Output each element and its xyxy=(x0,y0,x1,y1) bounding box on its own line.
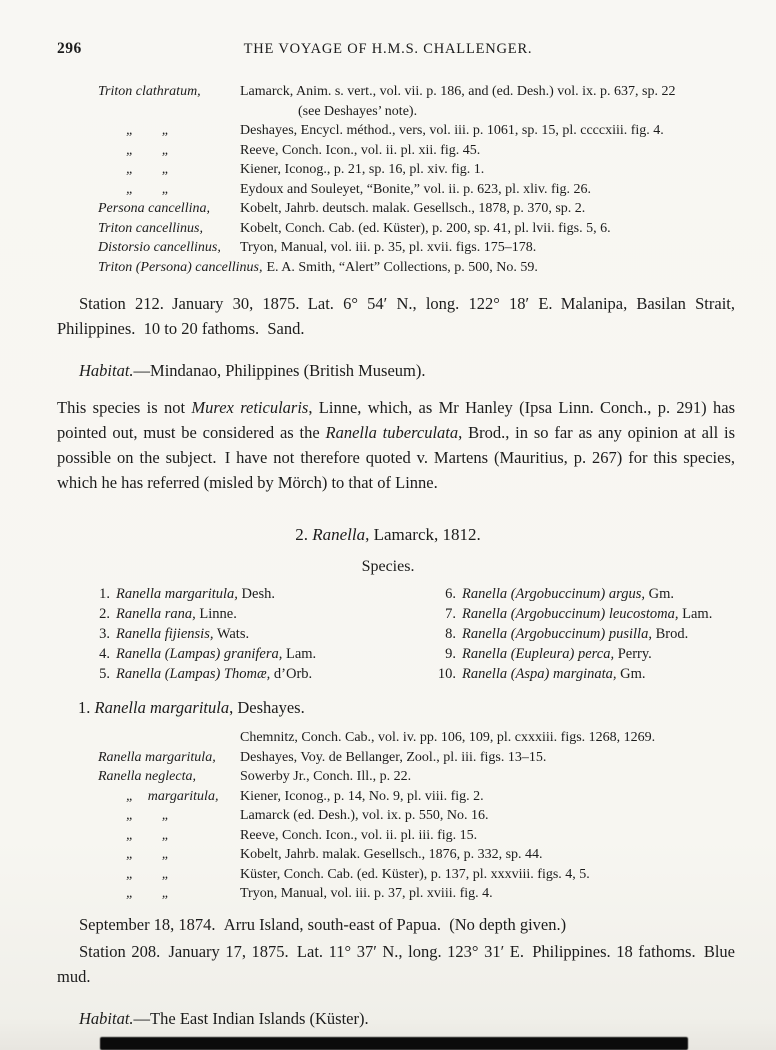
synonymy-entry xyxy=(98,806,735,826)
synonymy-entry xyxy=(98,238,735,258)
species-author: Linne. xyxy=(195,606,237,622)
text-segment: , Brod., in so far as any opinion at all is possible on the subject. I have not therefore quoted v. Martens (Mauritius, p. 267) for this species, which he has referred (misled by Mörch) to that of Linne. xyxy=(57,423,735,492)
species-column-left xyxy=(86,584,432,684)
citation: Sowerby Jr., Conch. Ill., p. 22. xyxy=(240,769,412,784)
citation: Lamarck, Anim. s. vert., vol. vii. p. 186, and (ed. Desh.) vol. ix. p. 637, sp. 22 xyxy=(240,84,676,99)
species-name: Triton cancellinus, xyxy=(98,220,203,236)
text-segment: —Mindanao, Philippines (British Museum). xyxy=(133,361,426,380)
text-segment: 1. xyxy=(78,698,95,717)
page-header xyxy=(0,40,776,62)
species-name: Ranella fijiensis, xyxy=(116,626,214,642)
species-list-item xyxy=(86,624,432,644)
species-subheading: Species. xyxy=(361,558,415,575)
species-number: 7. xyxy=(445,606,456,622)
species-name: Ranella (Lampas) granifera, xyxy=(116,646,283,662)
ditto-marks: „ „ xyxy=(126,123,170,138)
species-column-right xyxy=(432,584,712,684)
species-name: Ranella (Lampas) Thomæ, xyxy=(116,666,271,682)
species-list-item xyxy=(432,624,712,644)
species-number: 6. xyxy=(445,586,456,602)
synonymy-entry xyxy=(98,121,735,141)
discussion-paragraph xyxy=(57,395,735,495)
species-list-item xyxy=(86,604,432,624)
synonymy-entry xyxy=(98,845,735,865)
text-segment: —The East Indian Islands (Küster). xyxy=(133,1008,369,1028)
citation: Kiener, Iconog., p. 21, sp. 16, pl. xiv. fig. 1. xyxy=(240,162,485,177)
species-number: 3. xyxy=(99,626,110,642)
ditto-marks: „ „ xyxy=(126,866,170,882)
ditto-marks: „ „ xyxy=(126,827,170,843)
species-author: Lam. xyxy=(678,606,713,622)
citation: Tryon, Manual, vol. iii. p. 37, pl. xviii. fig. 4. xyxy=(240,886,493,901)
synonymy-entry xyxy=(98,199,735,219)
synonymy-entry xyxy=(98,767,735,787)
species-number: 1. xyxy=(99,586,110,602)
species-name: Persona cancellina, xyxy=(98,201,210,216)
species-author: d’Orb. xyxy=(270,666,313,682)
scan-artifact-band xyxy=(100,1037,688,1050)
italic-text-segment: Murex reticularis xyxy=(191,398,309,417)
ditto-marks: „ „ xyxy=(126,162,170,177)
synonymy-entry xyxy=(98,748,735,768)
text-segment: , Linne, which, as Mr Hanley (Ipsa Linn. Conch., p. 291) has pointed out, must be considered as the xyxy=(57,398,735,442)
page-number: 296 xyxy=(57,40,82,57)
species-name: Ranella neglecta, xyxy=(98,769,196,784)
species-name: Ranella rana, xyxy=(116,606,196,622)
species-name: Ranella (Argobuccinum) leucostoma, xyxy=(462,606,679,622)
ditto-marks: „ „ xyxy=(126,847,170,862)
species-number: 8. xyxy=(445,626,456,642)
species-name: Ranella margaritula, xyxy=(98,749,216,765)
citation-continuation: (see Deshayes’ note). xyxy=(298,103,418,119)
citation: Chemnitz, Conch. Cab., vol. iv. pp. 106, 109, pl. cxxxiii. figs. 1268, 1269. xyxy=(240,730,656,745)
citation: E. A. Smith, “Alert” Collections, p. 500, No. 59. xyxy=(266,259,538,275)
ditto-marks: „ „ xyxy=(126,886,170,901)
synonymy-entry xyxy=(98,141,735,161)
synonymy-entry xyxy=(98,258,735,278)
species-number: 4. xyxy=(99,646,110,662)
station-208-paragraph: Station 208. January 17, 1875. Lat. 11° 37′ N., long. 123° 31′ E. Philippines. 18 fathoms. Blue mud. xyxy=(57,941,735,986)
species-author: Gm. xyxy=(644,586,674,602)
synonymy-entry xyxy=(98,180,735,200)
synonymy-entry xyxy=(98,865,735,885)
synonymy-list-triton-clathratum xyxy=(98,82,735,277)
citation: Reeve, Conch. Icon., vol. ii. pl. xii. fig. 45. xyxy=(240,142,481,158)
species-author: Gm. xyxy=(616,666,646,682)
species-name: Ranella margaritula, xyxy=(116,586,238,602)
species-list xyxy=(86,584,735,684)
synonymy-entry xyxy=(98,728,735,748)
habitat-east-indian-paragraph xyxy=(57,1006,735,1031)
species-name: Ranella (Argobuccinum) pusilla, xyxy=(462,626,652,642)
ditto-marks: „ „ xyxy=(126,142,170,158)
september-1874-paragraph: September 18, 1874. Arru Island, south-east of Papua. (No depth given.) xyxy=(79,914,567,934)
species-name: Distorsio cancellinus, xyxy=(98,240,221,255)
running-title: THE VOYAGE OF H.M.S. CHALLENGER. xyxy=(243,41,533,57)
citation: Kobelt, Conch. Cab. (ed. Küster), p. 200, sp. 41, pl. lvii. figs. 5, 6. xyxy=(240,220,611,236)
citation: Reeve, Conch. Icon., vol. ii. pl. iii. fig. 15. xyxy=(240,827,478,843)
ditto-marks: „ margaritula, xyxy=(126,788,219,804)
habitat-mindanao-paragraph xyxy=(57,358,735,383)
ditto-marks: „ „ xyxy=(126,181,170,197)
species-number: 10. xyxy=(437,666,456,682)
citation: Tryon, Manual, vol. iii. p. 35, pl. xvii. figs. 175–178. xyxy=(240,240,537,255)
species-name: Ranella (Eupleura) perca, xyxy=(462,646,615,662)
synonymy-entry xyxy=(98,160,735,180)
species-name: Ranella (Argobuccinum) argus, xyxy=(462,586,645,602)
citation: Kobelt, Jahrb. deutsch. malak. Gesellsch., 1878, p. 370, sp. 2. xyxy=(240,201,586,216)
species-1-heading-margaritula xyxy=(78,698,735,718)
species-list-item xyxy=(432,604,712,624)
citation: Kiener, Iconog., p. 14, No. 9, pl. viii. fig. 2. xyxy=(240,788,484,804)
species-number: 5. xyxy=(99,666,110,682)
ditto-marks: „ „ xyxy=(126,808,170,823)
species-list-item xyxy=(86,664,432,684)
citation: Deshayes, Voy. de Bellanger, Zool., pl. iii. figs. 13–15. xyxy=(240,749,547,765)
species-list-item xyxy=(86,644,432,664)
species-author: Desh. xyxy=(237,586,275,602)
text-segment: 2. xyxy=(295,525,313,544)
synonymy-list-ranella-margaritula xyxy=(98,728,735,904)
synonymy-entry xyxy=(98,826,735,846)
citation: Küster, Conch. Cab. (ed. Küster), p. 137, pl. xxxviii. figs. 4, 5. xyxy=(240,866,590,882)
synonymy-entry xyxy=(98,884,735,904)
species-author: Wats. xyxy=(213,626,250,642)
species-list-item xyxy=(432,584,712,604)
text-segment: , Lamarck, 1812. xyxy=(365,525,481,544)
species-author: Perry. xyxy=(614,646,652,662)
species-name: Triton (Persona) cancellinus, xyxy=(98,259,263,275)
genus-heading-ranella xyxy=(0,525,776,545)
italic-text-segment: Ranella tuberculata xyxy=(325,423,459,442)
species-number: 2. xyxy=(99,606,110,622)
italic-text-segment: Habitat. xyxy=(79,361,134,380)
species-list-item xyxy=(86,584,432,604)
synonymy-entry xyxy=(98,219,735,239)
species-name: Ranella (Aspa) marginata, xyxy=(462,666,617,682)
species-author: Brod. xyxy=(651,626,689,642)
station-212-paragraph: Station 212. January 30, 1875. Lat. 6° 54′ N., long. 122° 18′ E. Malanipa, Basilan Strait, Philippines. 10 to 20 fathoms. Sand. xyxy=(57,294,735,338)
citation: Kobelt, Jahrb. malak. Gesellsch., 1876, p. 332, sp. 44. xyxy=(240,847,543,862)
citation: Eydoux and Souleyet, “Bonite,” vol. ii. p. 623, pl. xliv. fig. 26. xyxy=(240,181,591,197)
synonymy-entry xyxy=(98,787,735,807)
species-number: 9. xyxy=(445,646,456,662)
text-segment: This species is not xyxy=(57,398,192,417)
synonymy-entry xyxy=(98,82,735,102)
citation: Lamarck (ed. Desh.), vol. ix. p. 550, No. 16. xyxy=(240,808,489,823)
species-name: Triton clathratum, xyxy=(98,84,201,99)
species-author: Lam. xyxy=(282,646,317,662)
species-list-item xyxy=(432,664,712,684)
italic-text-segment: Habitat. xyxy=(79,1008,134,1028)
text-segment: , Deshayes. xyxy=(229,698,305,717)
citation: Deshayes, Encycl. méthod., vers, vol. iii. p. 1061, sp. 15, pl. ccccxiii. fig. 4. xyxy=(240,123,664,138)
italic-text-segment: Ranella xyxy=(312,525,366,544)
species-list-item xyxy=(432,644,712,664)
italic-text-segment: Ranella margaritula xyxy=(94,698,230,717)
